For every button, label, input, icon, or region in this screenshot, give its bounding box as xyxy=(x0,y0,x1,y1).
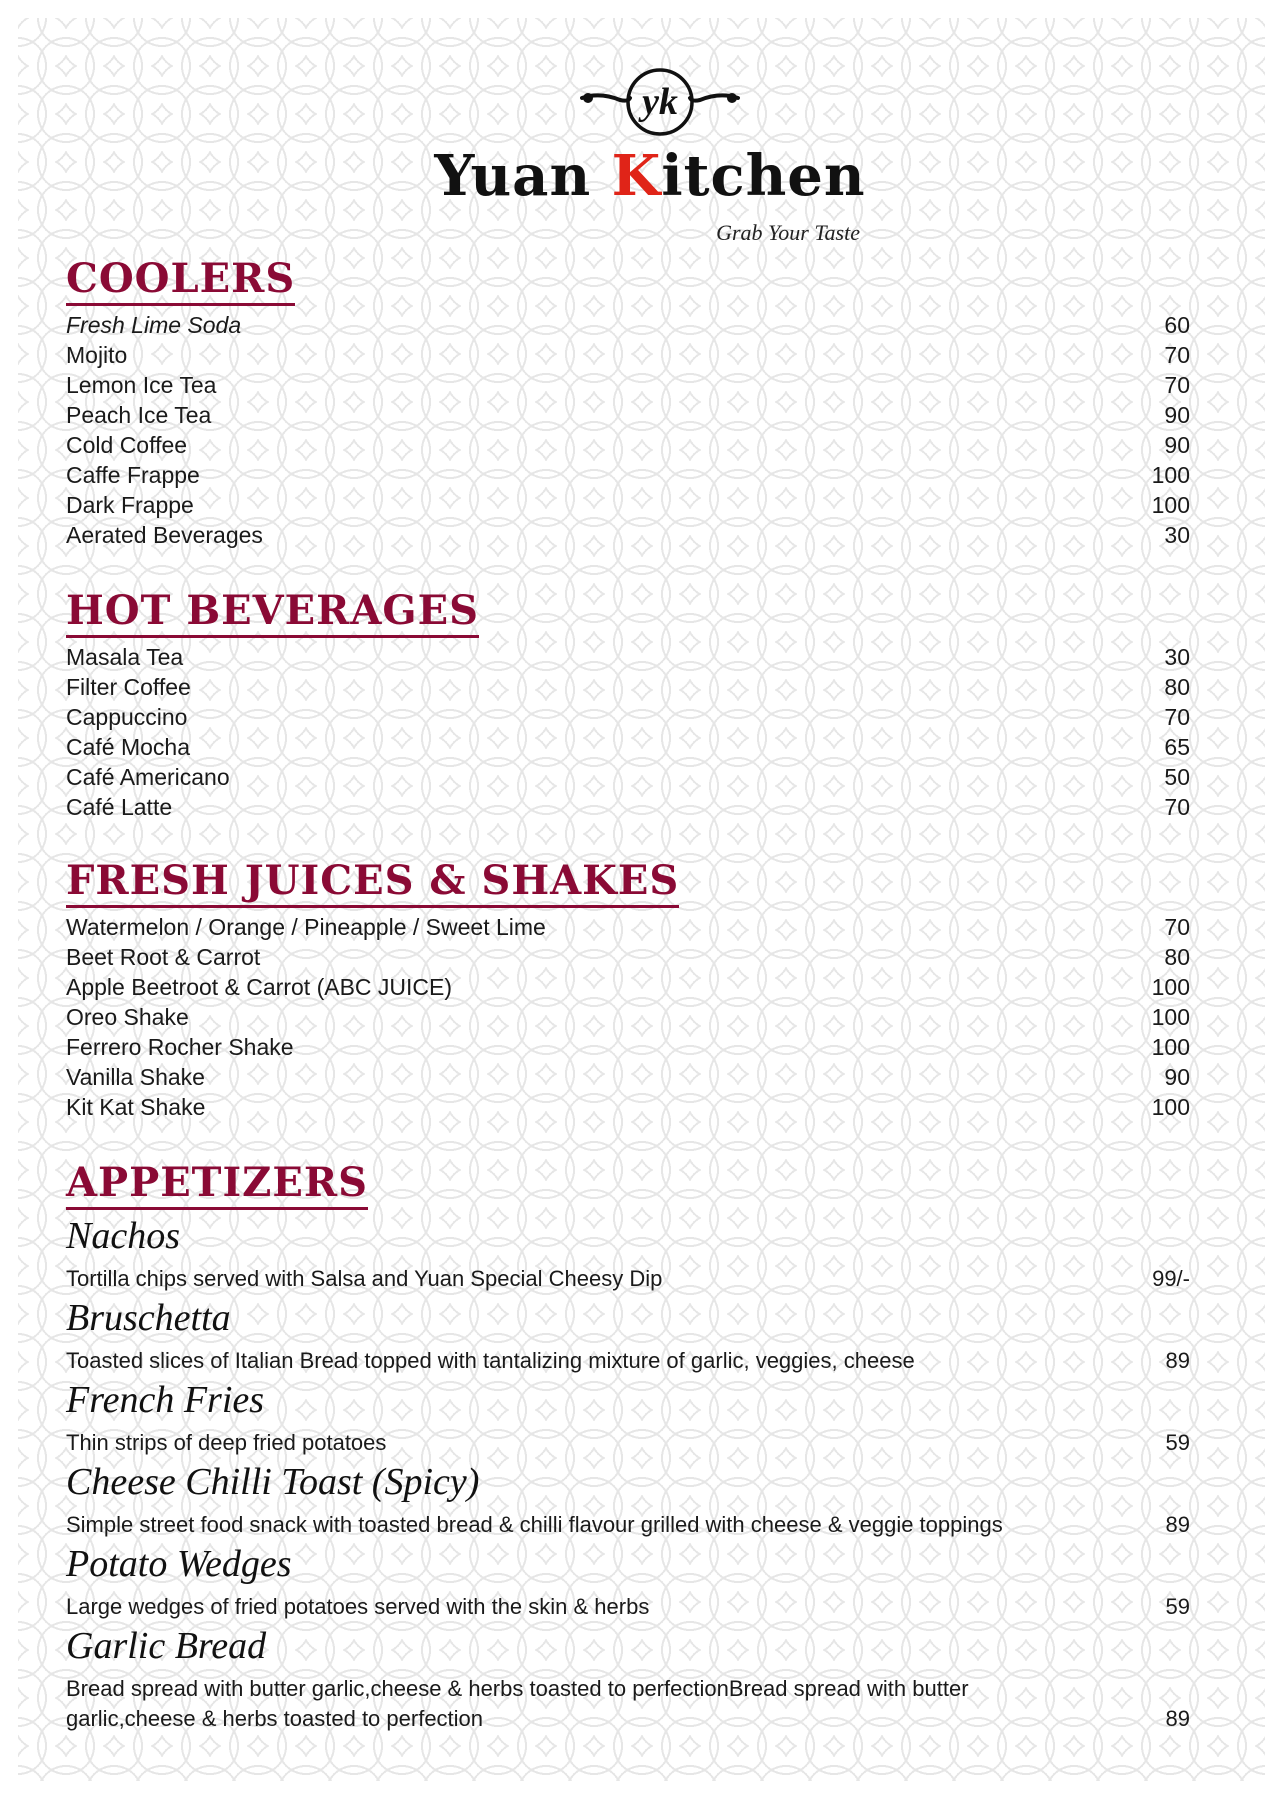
item-price: 50 xyxy=(1164,764,1190,790)
item-list xyxy=(66,310,1190,550)
section-title: FRESH JUICES & SHAKES xyxy=(66,858,679,908)
dish-name: Cheese Chilli Toast (Spicy) xyxy=(66,1461,480,1503)
brand-tagline: Grab Your Taste xyxy=(716,220,860,245)
item-name: Cappuccino xyxy=(66,704,188,730)
item-price: 89 xyxy=(1165,1706,1190,1731)
item-price: 70 xyxy=(1164,794,1190,820)
section-hot-beverages xyxy=(66,588,1190,822)
dish-description: Large wedges of fried potatoes served with the skin & herbs xyxy=(66,1594,650,1619)
menu-item xyxy=(66,702,1190,732)
item-price: 100 xyxy=(1151,492,1190,518)
item-price: 89 xyxy=(1165,1348,1190,1373)
brand-name-part1: Yuan xyxy=(434,143,612,209)
dish-description: Bread spread with butter garlic,cheese & herbs toasted to perfectionBread spread with butter garlic,cheese & herbs toasted to perfection xyxy=(66,1676,969,1731)
item-price: 80 xyxy=(1164,944,1190,970)
item-name: Masala Tea xyxy=(66,644,184,670)
section-title: HOT BEVERAGES xyxy=(66,588,479,638)
item-name: Fresh Lime Soda xyxy=(66,312,242,338)
section-coolers xyxy=(66,256,1190,550)
dish-name: Bruschetta xyxy=(66,1297,231,1339)
dish-description-row xyxy=(66,1346,1190,1376)
section-title: APPETIZERS xyxy=(66,1160,368,1210)
dish-name: Nachos xyxy=(66,1215,180,1257)
item-price: 90 xyxy=(1164,432,1190,458)
brand-logo xyxy=(420,48,880,248)
section-appetizers xyxy=(66,1160,1190,1736)
item-name: Cold Coffee xyxy=(66,432,188,458)
menu-item xyxy=(66,370,1190,400)
dish-item xyxy=(66,1296,1190,1376)
section-title: COOLERS xyxy=(66,256,295,306)
item-price: 70 xyxy=(1164,342,1190,368)
dish-item xyxy=(66,1460,1190,1540)
menu-item xyxy=(66,1092,1190,1122)
menu-item xyxy=(66,1032,1190,1062)
dish-description: Thin strips of deep fried potatoes xyxy=(66,1430,387,1455)
dish-item xyxy=(66,1214,1190,1294)
item-name: Peach Ice Tea xyxy=(66,402,212,428)
item-name: Ferrero Rocher Shake xyxy=(66,1034,294,1060)
item-price: 70 xyxy=(1164,704,1190,730)
dish-item xyxy=(66,1378,1190,1458)
svg-text:yk: yk xyxy=(642,81,678,123)
item-price: 70 xyxy=(1164,914,1190,940)
item-name: Dark Frappe xyxy=(66,492,194,518)
menu-item xyxy=(66,792,1190,822)
dish-description-row xyxy=(66,1510,1190,1540)
menu-item xyxy=(66,460,1190,490)
dish-name: Garlic Bread xyxy=(66,1625,267,1667)
menu-item xyxy=(66,942,1190,972)
item-name: Café Mocha xyxy=(66,734,191,760)
menu-item xyxy=(66,762,1190,792)
item-name: Watermelon / Orange / Pineapple / Sweet Lime xyxy=(66,914,546,940)
item-name: Filter Coffee xyxy=(66,674,191,700)
dish-description-row xyxy=(66,1428,1190,1458)
dish-item xyxy=(66,1542,1190,1622)
menu-item xyxy=(66,1002,1190,1032)
item-name: Apple Beetroot & Carrot (ABC JUICE) xyxy=(66,974,453,1000)
item-list xyxy=(66,642,1190,822)
menu-item xyxy=(66,732,1190,762)
menu-item xyxy=(66,400,1190,430)
brand-name xyxy=(420,143,880,209)
dish-description: Toasted slices of Italian Bread topped with tantalizing mixture of garlic, veggies, cheese xyxy=(66,1348,915,1373)
item-price: 65 xyxy=(1164,734,1190,760)
item-name: Beet Root & Carrot xyxy=(66,944,261,970)
item-price: 60 xyxy=(1164,312,1190,338)
item-price: 70 xyxy=(1164,372,1190,398)
item-price: 100 xyxy=(1151,1034,1190,1060)
item-price: 100 xyxy=(1151,974,1190,1000)
menu-item xyxy=(66,340,1190,370)
menu-item xyxy=(66,972,1190,1002)
item-price: 99/- xyxy=(1152,1266,1190,1291)
item-price: 80 xyxy=(1164,674,1190,700)
menu-item xyxy=(66,520,1190,550)
item-list xyxy=(66,912,1190,1122)
item-name: Café Latte xyxy=(66,794,173,820)
fork-icon: K xyxy=(611,143,662,209)
item-name: Mojito xyxy=(66,342,128,368)
dish-name: Potato Wedges xyxy=(66,1543,292,1585)
item-name: Kit Kat Shake xyxy=(66,1094,206,1120)
item-price: 100 xyxy=(1151,462,1190,488)
section-juices-shakes xyxy=(66,858,1190,1122)
menu-item xyxy=(66,430,1190,460)
dish-item xyxy=(66,1624,1190,1734)
menu-item xyxy=(66,672,1190,702)
item-name: Vanilla Shake xyxy=(66,1064,205,1090)
menu-item xyxy=(66,1062,1190,1092)
brand-name-part2: itchen xyxy=(661,143,866,209)
menu-item xyxy=(66,310,1190,340)
menu-item xyxy=(66,912,1190,942)
menu-item xyxy=(66,490,1190,520)
dish-description: Simple street food snack with toasted bread & chilli flavour grilled with cheese & veggie toppings xyxy=(66,1512,1003,1537)
item-price: 100 xyxy=(1151,1094,1190,1120)
item-name: Lemon Ice Tea xyxy=(66,372,217,398)
item-name: Aerated Beverages xyxy=(66,522,263,548)
item-price: 90 xyxy=(1164,402,1190,428)
item-price: 90 xyxy=(1164,1064,1190,1090)
dish-description-row xyxy=(66,1674,1190,1734)
item-price: 30 xyxy=(1164,644,1190,670)
dish-description: Tortilla chips served with Salsa and Yuan Special Cheesy Dip xyxy=(66,1266,663,1291)
dish-name: French Fries xyxy=(66,1379,265,1421)
item-price: 59 xyxy=(1165,1594,1190,1619)
yk-emblem-icon xyxy=(580,58,740,138)
dish-description-row xyxy=(66,1264,1190,1294)
item-name: Caffe Frappe xyxy=(66,462,200,488)
menu-item xyxy=(66,642,1190,672)
dish-description-row xyxy=(66,1592,1190,1622)
item-name: Café Americano xyxy=(66,764,230,790)
item-price: 100 xyxy=(1151,1004,1190,1030)
item-name: Oreo Shake xyxy=(66,1004,189,1030)
item-price: 30 xyxy=(1164,522,1190,548)
item-price: 59 xyxy=(1165,1430,1190,1455)
item-price: 89 xyxy=(1165,1512,1190,1537)
